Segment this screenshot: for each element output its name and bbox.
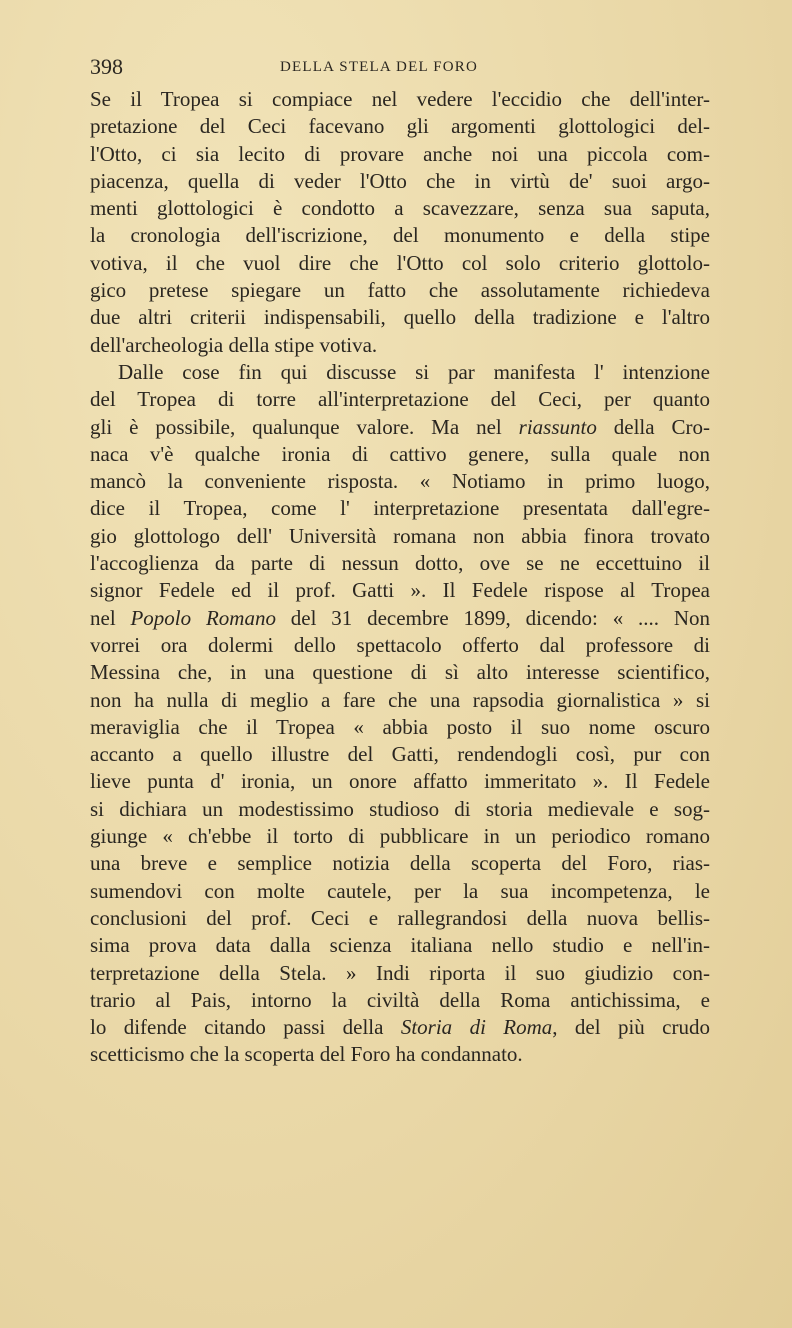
text-segment: gli è possibile, qualunque valore. Ma nel bbox=[90, 414, 519, 439]
text-line: meraviglia che il Tropea « abbia posto il suo nome oscuro bbox=[90, 714, 710, 739]
text-line bbox=[90, 1014, 710, 1041]
body-text bbox=[90, 86, 710, 1069]
italic-title: Storia di Roma bbox=[400, 1015, 553, 1040]
text-line: sumendovi con molte cautele, per la sua incompetenza, le bbox=[90, 878, 710, 903]
text-line: si dichiara un modestissimo studioso di storia medievale e sog- bbox=[90, 796, 710, 821]
text-line: terpretazione della Stela. » Indi riporta il suo giudizio con- bbox=[90, 960, 710, 985]
text-line: Messina che, in una questione di sì alto interesse scientifico, bbox=[90, 660, 710, 685]
italic-title: riassunto bbox=[518, 414, 597, 439]
text-line: sima prova data dalla scienza italiana nello studio e nell'in- bbox=[90, 933, 710, 958]
text-segment: lo difende citando passi della bbox=[90, 1015, 401, 1040]
text-line bbox=[90, 605, 710, 632]
text-line: gio glottologo dell' Università romana non abbia finora trovato bbox=[90, 523, 710, 548]
text-line: lieve punta d' ironia, un onore affatto immeritato ». Il Fedele bbox=[90, 769, 710, 794]
text-line: trario al Pais, intorno la civiltà della Roma antichissima, e bbox=[90, 987, 710, 1012]
page-number: 398 bbox=[90, 54, 123, 79]
text-line: del Tropea di torre all'interpretazione del Ceci, per quanto bbox=[90, 387, 710, 412]
text-line: l'Otto, ci sia lecito di provare anche noi una piccola com- bbox=[90, 141, 710, 166]
text-line: Se il Tropea si compiace nel vedere l'eccidio che dell'inter- bbox=[90, 87, 710, 111]
text-line: pretazione del Ceci facevano gli argomenti glottologici del- bbox=[90, 114, 710, 139]
text-line: signor Fedele ed il prof. Gatti ». Il Fedele rispose al Tropea bbox=[90, 578, 710, 603]
text-line: dice il Tropea, come l' interpretazione presentata dall'egre- bbox=[90, 496, 710, 521]
text-line bbox=[90, 414, 710, 441]
text-line: l'accoglienza da parte di nessun dotto, ove se ne eccettuino il bbox=[90, 551, 710, 576]
text-line: naca v'è qualche ironia di cattivo genere, sulla quale non bbox=[90, 441, 710, 466]
text-line: la cronologia dell'iscrizione, del monumento e della stipe bbox=[90, 223, 710, 248]
text-segment: della Cro- bbox=[596, 414, 710, 439]
text-line: accanto a quello illustre del Gatti, rendendogli così, pur con bbox=[90, 742, 710, 767]
text-line: gico pretese spiegare un fatto che assolutamente richiedeva bbox=[90, 278, 710, 303]
text-line: una breve e semplice notizia della scoperta del Foro, rias- bbox=[90, 851, 710, 876]
text-line: menti glottologici è condotto a scavezzare, senza sua saputa, bbox=[90, 196, 710, 221]
text-line: non ha nulla di meglio a fare che una rapsodia giornalistica » si bbox=[90, 687, 710, 712]
text-segment: nel bbox=[90, 605, 131, 630]
text-line: votiva, il che vuol dire che l'Otto col solo criterio glottolo- bbox=[90, 250, 710, 275]
text-line: mancò la conveniente risposta. « Notiamo in primo luogo, bbox=[90, 469, 710, 494]
italic-title: Popolo Romano bbox=[130, 605, 276, 630]
text-line: scetticismo che la scoperta del Foro ha condannato. bbox=[90, 1042, 523, 1067]
text-line: due altri criterii indispensabili, quello della tradizione e l'altro bbox=[90, 305, 710, 330]
text-line: Dalle cose fin qui discusse si par manifesta l' intenzione bbox=[118, 359, 710, 384]
running-head: DELLA STELA DEL FORO bbox=[280, 59, 479, 75]
text-line: giunge « ch'ebbe il torto di pubblicare in un periodico romano bbox=[90, 824, 710, 849]
text-line: conclusioni del prof. Ceci e rallegrandosi della nuova bellis- bbox=[90, 905, 710, 930]
text-line: piacenza, quella di veder l'Otto che in virtù de' suoi argo- bbox=[90, 168, 710, 193]
text-segment: , del più crudo bbox=[552, 1015, 710, 1040]
text-segment: del 31 decembre 1899, dicendo: « .... Non bbox=[275, 605, 711, 630]
text-line: vorrei ora dolermi dello spettacolo offerto dal professore di bbox=[90, 632, 710, 657]
page-header bbox=[90, 52, 710, 82]
text-line: dell'archeologia della stipe votiva. bbox=[90, 332, 378, 357]
